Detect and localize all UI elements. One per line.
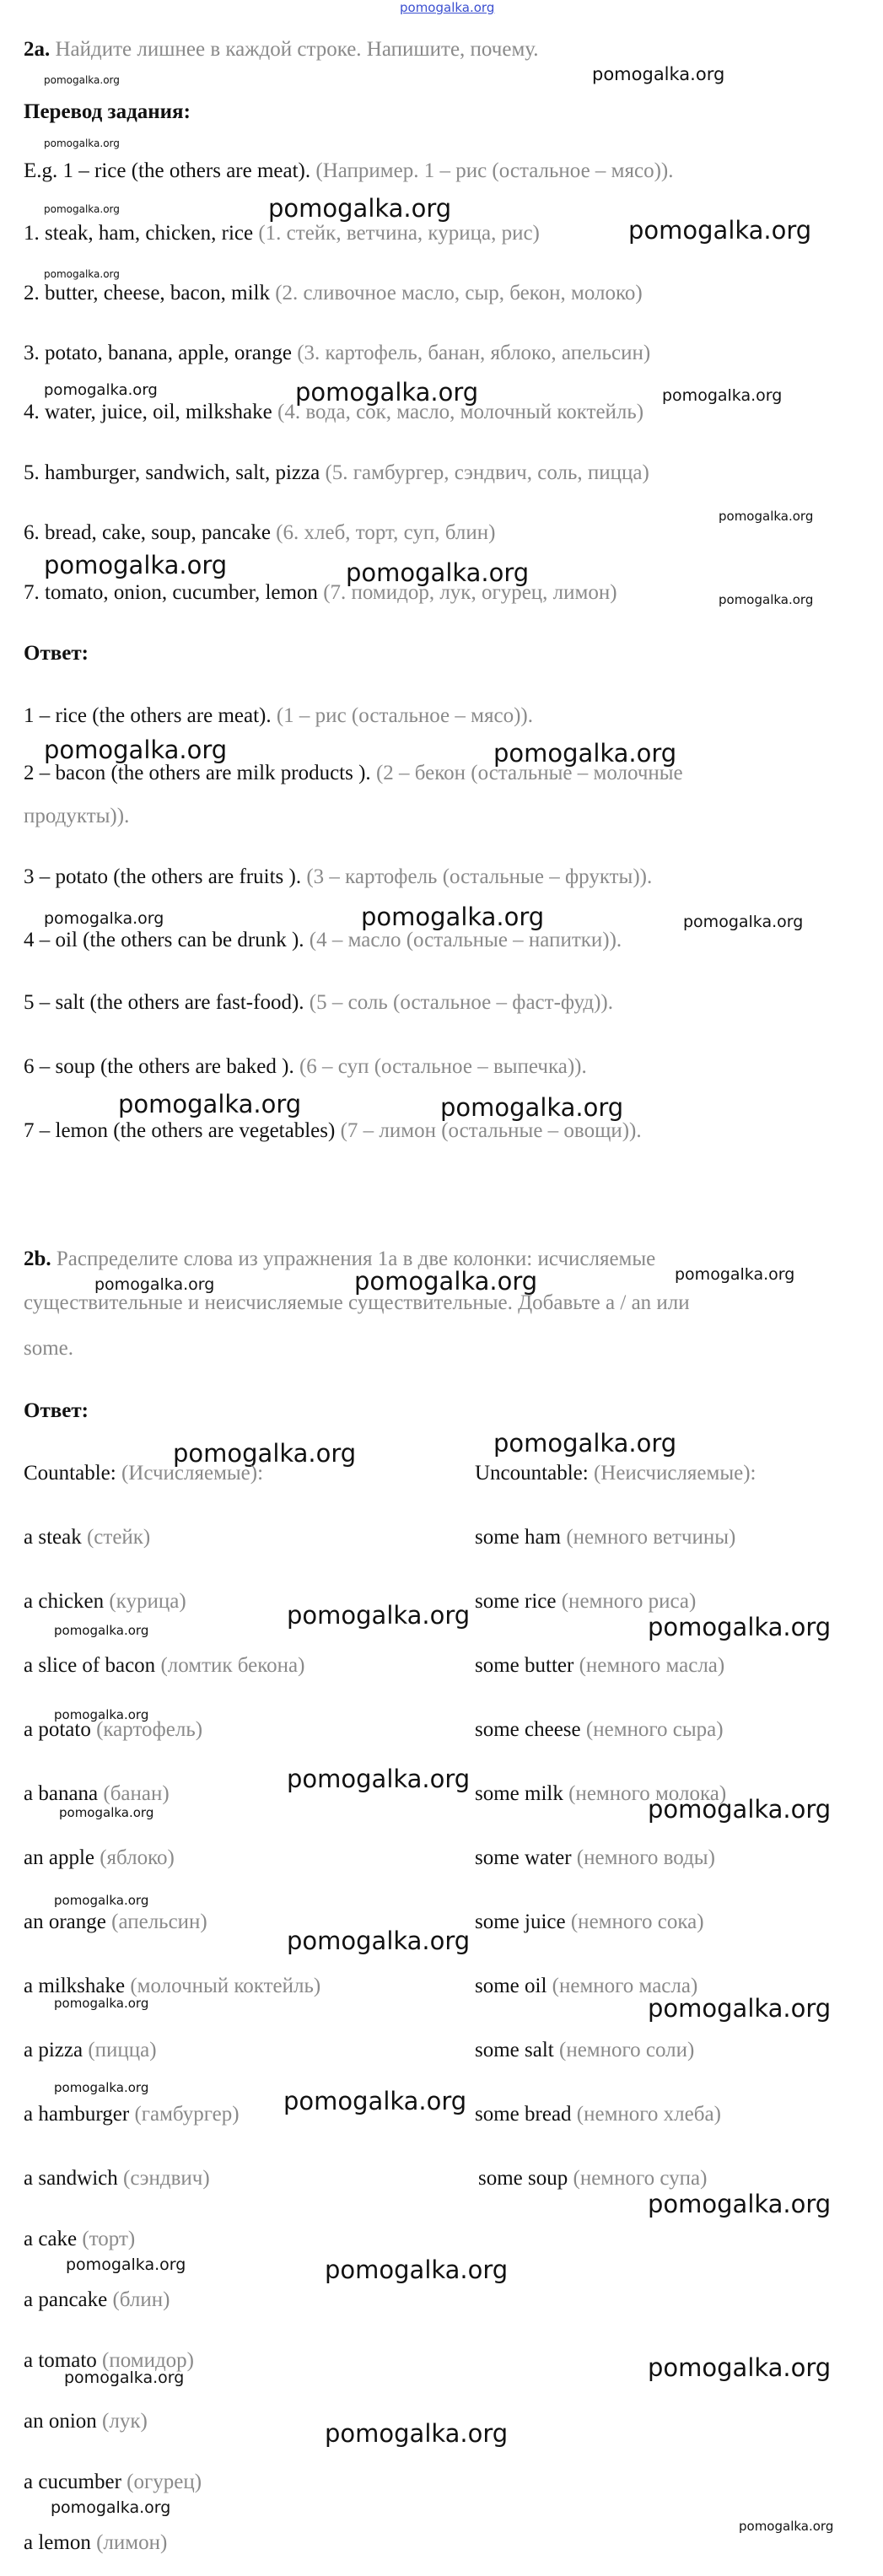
answer-line-3 bbox=[24, 865, 652, 890]
task-line-3 bbox=[24, 341, 650, 366]
watermark: pomogalka.org bbox=[44, 381, 158, 399]
answer-line-6 bbox=[24, 1054, 587, 1080]
watermark: pomogalka.org bbox=[648, 1613, 832, 1641]
watermark: pomogalka.org bbox=[118, 1090, 302, 1118]
line-en: 2 – bacon (the others are milk products ). bbox=[24, 762, 371, 784]
watermark: pomogalka.org bbox=[94, 1275, 215, 1294]
watermark: pomogalka.org bbox=[44, 551, 228, 579]
watermark: pomogalka.org bbox=[66, 2255, 186, 2274]
line-en: 4. water, juice, oil, milkshake bbox=[24, 401, 272, 423]
countable-header bbox=[24, 1461, 263, 1486]
line-en: 5 – salt (the others are fast-food). bbox=[24, 991, 304, 1014]
line-ru: (Например. 1 – рис (остальное – мясо)). bbox=[315, 159, 674, 182]
countable-item: a sandwich (сэндвич) bbox=[24, 2167, 210, 2190]
countable-item: a potato (картофель) bbox=[24, 1718, 203, 1741]
watermark: pomogalka.org bbox=[64, 2369, 185, 2387]
watermark: pomogalka.org bbox=[675, 1265, 795, 1284]
line-ru: (4. вода, сок, масло, молочный коктейль) bbox=[277, 401, 644, 423]
watermark: pomogalka.org bbox=[354, 1267, 538, 1296]
watermark: pomogalka.org bbox=[51, 2498, 171, 2517]
countable-item: a milkshake (молочный коктейль) bbox=[24, 1975, 321, 1997]
watermark: pomogalka.org bbox=[44, 137, 120, 149]
line-en: 7 – lemon (the others are vegetables) bbox=[24, 1119, 336, 1142]
line-ru: (2 – бекон (остальные – молочные bbox=[375, 762, 683, 784]
countable-item: a slice of bacon (ломтик бекона) bbox=[24, 1654, 305, 1677]
uncountable-item: some juice (немного сока) bbox=[475, 1910, 704, 1933]
line-en: E.g. 1 – rice (the others are meat). bbox=[24, 159, 311, 182]
task-number: 2a. bbox=[24, 38, 51, 61]
watermark: pomogalka.org bbox=[325, 2419, 509, 2448]
uncountable-item: some oil (немного масла) bbox=[475, 1975, 698, 1997]
countable-item: an apple (яблоко) bbox=[24, 1846, 175, 1869]
uncountable-item: some salt (немного соли) bbox=[475, 2039, 695, 2061]
watermark: pomogalka.org bbox=[283, 2087, 467, 2115]
line-en: 6. bread, cake, soup, pancake bbox=[24, 521, 271, 544]
watermark: pomogalka.org bbox=[287, 1765, 471, 1793]
task-line-5 bbox=[24, 461, 649, 486]
task-text: Найдите лишнее в каждой строке. Напишите, почему. bbox=[55, 38, 539, 61]
watermark: pomogalka.org bbox=[628, 216, 812, 245]
countable-item: a cake (торт) bbox=[24, 2228, 136, 2250]
line-en: 1 – rice (the others are meat). bbox=[24, 704, 272, 727]
uncountable-label: Uncountable: bbox=[475, 1462, 589, 1485]
countable-item: a hamburger (гамбургер) bbox=[24, 2103, 240, 2126]
task-number: 2b. bbox=[24, 1248, 51, 1270]
line-ru: (7 – лимон (остальные – овощи)). bbox=[340, 1119, 642, 1142]
task-line-7 bbox=[24, 580, 617, 606]
watermark: pomogalka.org bbox=[683, 913, 804, 931]
line-ru: (3 – картофель (остальные – фрукты)). bbox=[306, 865, 653, 888]
answer-line-2 bbox=[24, 761, 683, 786]
task-line-1 bbox=[24, 221, 540, 246]
countable-item: a chicken (курица) bbox=[24, 1590, 186, 1613]
watermark: pomogalka.org bbox=[54, 1623, 149, 1638]
watermark: pomogalka.org bbox=[54, 2080, 149, 2095]
countable-item: a tomato (помидор) bbox=[24, 2349, 195, 2372]
line-ru: (2. сливочное масло, сыр, бекон, молоко) bbox=[275, 282, 643, 304]
line-en: 2. butter, cheese, bacon, milk bbox=[24, 282, 270, 304]
line-en: 7. tomato, onion, cucumber, lemon bbox=[24, 581, 318, 604]
line-ru: (3. картофель, банан, яблоко, апельсин) bbox=[297, 342, 651, 364]
line-en: 3 – potato (the others are fruits ). bbox=[24, 865, 302, 888]
uncountable-item: some bread (немного хлеба) bbox=[475, 2103, 721, 2126]
watermark: pomogalka.org bbox=[44, 736, 228, 764]
line-ru: (6. хлеб, торт, суп, блин) bbox=[276, 521, 496, 544]
watermark: pomogalka.org bbox=[54, 1707, 149, 1722]
task-2b-instruction-line2: существительные и неисчисляемые существительные. Добавьте a / an или bbox=[24, 1291, 690, 1314]
countable-item: a pancake (блин) bbox=[24, 2288, 170, 2311]
task-line-2 bbox=[24, 281, 643, 306]
watermark: pomogalka.org bbox=[592, 64, 725, 84]
uncountable-item: some cheese (немного сыра) bbox=[475, 1718, 724, 1741]
countable-item: a lemon (лимон) bbox=[24, 2531, 168, 2554]
watermark: pomogalka.org bbox=[295, 378, 479, 407]
countable-item: a banana (банан) bbox=[24, 1782, 170, 1805]
watermark: pomogalka.org bbox=[346, 558, 530, 587]
watermark: pomogalka.org bbox=[44, 203, 120, 215]
task-line-4 bbox=[24, 400, 643, 425]
line-ru: (5. гамбургер, сэндвич, соль, пицца) bbox=[325, 461, 649, 484]
watermark: pomogalka.org bbox=[719, 592, 814, 607]
line-en: 5. hamburger, sandwich, salt, pizza bbox=[24, 461, 320, 484]
line-ru: (4 – масло (остальные – напитки)). bbox=[309, 929, 622, 951]
task-2a-instruction bbox=[24, 37, 539, 62]
uncountable-item: some ham (немного ветчины) bbox=[475, 1526, 736, 1549]
line-en: 1. steak, ham, chicken, rice bbox=[24, 222, 254, 245]
countable-item: an onion (лук) bbox=[24, 2410, 148, 2433]
countable-item: an orange (апельсин) bbox=[24, 1910, 207, 1933]
line-ru: (1. стейк, ветчина, курица, рис) bbox=[258, 222, 540, 245]
countable-item: a steak (стейк) bbox=[24, 1526, 151, 1549]
countable-ru: (Исчисляемые): bbox=[121, 1462, 264, 1485]
uncountable-header bbox=[475, 1461, 756, 1486]
watermark: pomogalka.org bbox=[54, 1996, 149, 2011]
line-en: 3. potato, banana, apple, orange bbox=[24, 342, 292, 364]
answer-heading: Ответ: bbox=[24, 642, 89, 665]
answer-line-4 bbox=[24, 928, 622, 953]
watermark: pomogalka.org bbox=[719, 509, 814, 524]
watermark: pomogalka.org bbox=[739, 2519, 834, 2534]
header-link[interactable]: pomogalka.org bbox=[400, 0, 495, 15]
uncountable-item: some butter (немного масла) bbox=[475, 1654, 725, 1677]
line-ru: (6 – суп (остальное – выпечка)). bbox=[299, 1055, 587, 1078]
watermark: pomogalka.org bbox=[59, 1805, 154, 1820]
watermark: pomogalka.org bbox=[662, 386, 783, 405]
watermark: pomogalka.org bbox=[648, 2353, 832, 2382]
countable-label: Countable: bbox=[24, 1462, 116, 1485]
uncountable-item: some rice (немного риса) bbox=[475, 1590, 697, 1613]
watermark: pomogalka.org bbox=[44, 909, 164, 928]
watermark: pomogalka.org bbox=[493, 739, 677, 768]
watermark: pomogalka.org bbox=[440, 1093, 624, 1122]
countable-item: a pizza (пицца) bbox=[24, 2039, 157, 2061]
watermark: pomogalka.org bbox=[287, 1927, 471, 1955]
answer-heading-2b: Ответ: bbox=[24, 1399, 89, 1422]
answer-line-7 bbox=[24, 1118, 642, 1144]
task-text: Распределите слова из упражнения 1a в две колонки: исчисляемые bbox=[56, 1248, 656, 1270]
countable-item: a cucumber (огурец) bbox=[24, 2471, 202, 2493]
watermark: pomogalka.org bbox=[493, 1429, 677, 1458]
uncountable-item: some water (немного воды) bbox=[475, 1846, 715, 1869]
uncountable-item: some soup (немного супа) bbox=[478, 2167, 708, 2190]
line-ru: (7. помидор, лук, огурец, лимон) bbox=[323, 581, 617, 604]
watermark: pomogalka.org bbox=[325, 2255, 509, 2284]
watermark: pomogalka.org bbox=[648, 2190, 832, 2218]
watermark: pomogalka.org bbox=[54, 1893, 149, 1908]
line-ru: (5 – соль (остальное – фаст-фуд)). bbox=[309, 991, 614, 1014]
watermark: pomogalka.org bbox=[268, 194, 452, 223]
answer-line-1 bbox=[24, 703, 533, 729]
line-ru: (1 – рис (остальное – мясо)). bbox=[276, 704, 533, 727]
uncountable-ru: (Неисчисляемые): bbox=[593, 1462, 756, 1485]
watermark: pomogalka.org bbox=[44, 268, 120, 280]
translation-heading: Перевод задания: bbox=[24, 100, 191, 123]
watermark: pomogalka.org bbox=[648, 1795, 832, 1824]
uncountable-item: some milk (немного молока) bbox=[475, 1782, 727, 1805]
answer-line-2-cont: продукты)). bbox=[24, 805, 130, 827]
watermark: pomogalka.org bbox=[173, 1439, 357, 1468]
answer-line-5 bbox=[24, 990, 613, 1016]
watermark: pomogalka.org bbox=[361, 903, 545, 931]
task-2b-instruction-line3: some. bbox=[24, 1337, 74, 1360]
line-en: 4 – oil (the others can be drunk ). bbox=[24, 929, 304, 951]
line-en: 6 – soup (the others are baked ). bbox=[24, 1055, 294, 1078]
example-line bbox=[24, 159, 673, 184]
task-2b-instruction-line1 bbox=[24, 1247, 655, 1272]
task-line-6 bbox=[24, 520, 495, 546]
watermark: pomogalka.org bbox=[44, 74, 120, 86]
watermark: pomogalka.org bbox=[648, 1994, 832, 2023]
watermark: pomogalka.org bbox=[287, 1601, 471, 1630]
